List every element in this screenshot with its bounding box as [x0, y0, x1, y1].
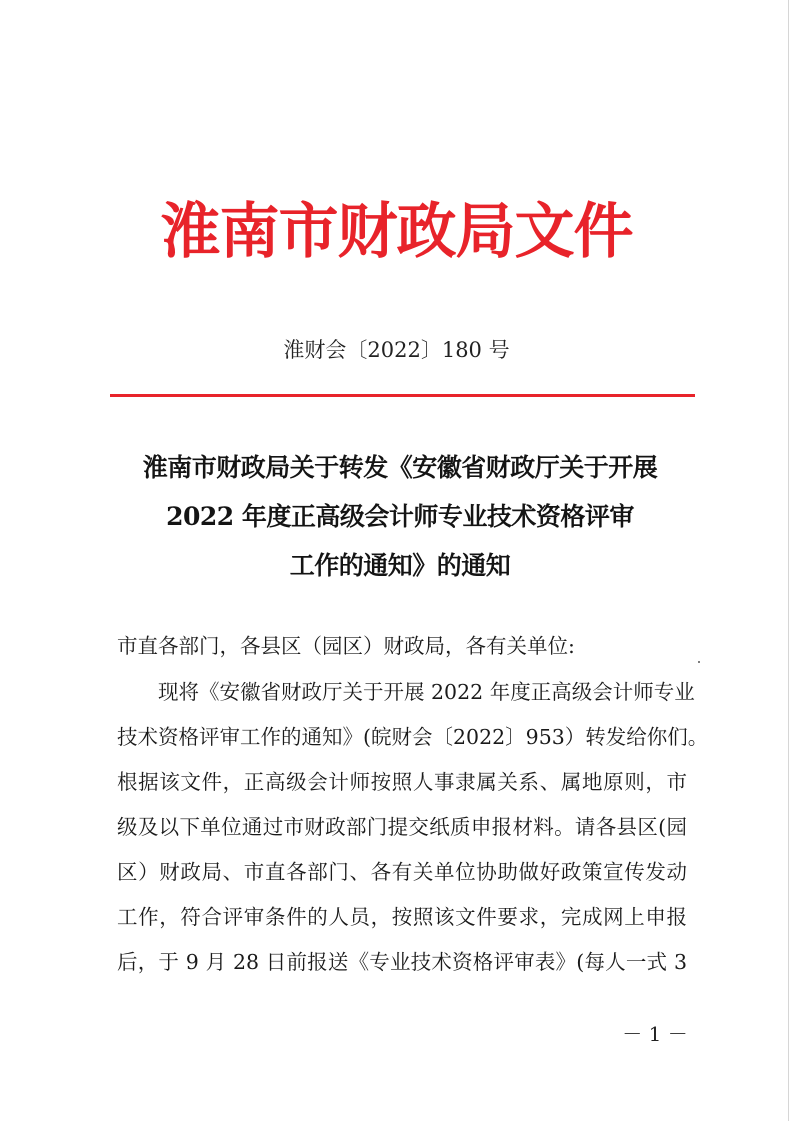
body-line: 区）财政局、市直各部门、各有关单位协助做好政策宣传发动 — [117, 860, 687, 884]
red-divider — [110, 394, 695, 397]
title-line-2: 2022 年度正高级会计师专业技术资格评审 — [166, 502, 634, 531]
body-line: 技术资格评审工作的通知》(皖财会〔2022〕953）转发给你们。 — [117, 725, 709, 749]
page-edge — [788, 0, 789, 1121]
page-number: － 1 － — [622, 1022, 688, 1046]
body-line: 现将《安徽省财政厅关于开展 2022 年度正高级会计师专业 — [158, 680, 695, 704]
body-line: 根据该文件，正高级会计师按照人事隶属关系、属地原则，市 — [117, 770, 687, 794]
scan-speck — [698, 661, 700, 663]
title-line-3: 工作的通知》的通知 — [289, 551, 511, 580]
body-line: 级及以下单位通过市财政部门提交纸质申报材料。请各县区(园 — [117, 815, 687, 839]
body-line: 后，于 9 月 28 日前报送《专业技术资格评审表》(每人一式 3 — [117, 950, 687, 974]
document-number: 淮财会〔2022〕180 号 — [283, 338, 510, 362]
masthead-title: 淮南市财政局文件 — [160, 197, 633, 267]
body-line: 工作，符合评审条件的人员，按照该文件要求，完成网上申报 — [117, 905, 687, 929]
title-line-1: 淮南市财政局关于转发《安徽省财政厅关于开展 — [142, 453, 658, 482]
salutation: 市直各部门，各县区（园区）财政局，各有关单位: — [117, 634, 575, 658]
